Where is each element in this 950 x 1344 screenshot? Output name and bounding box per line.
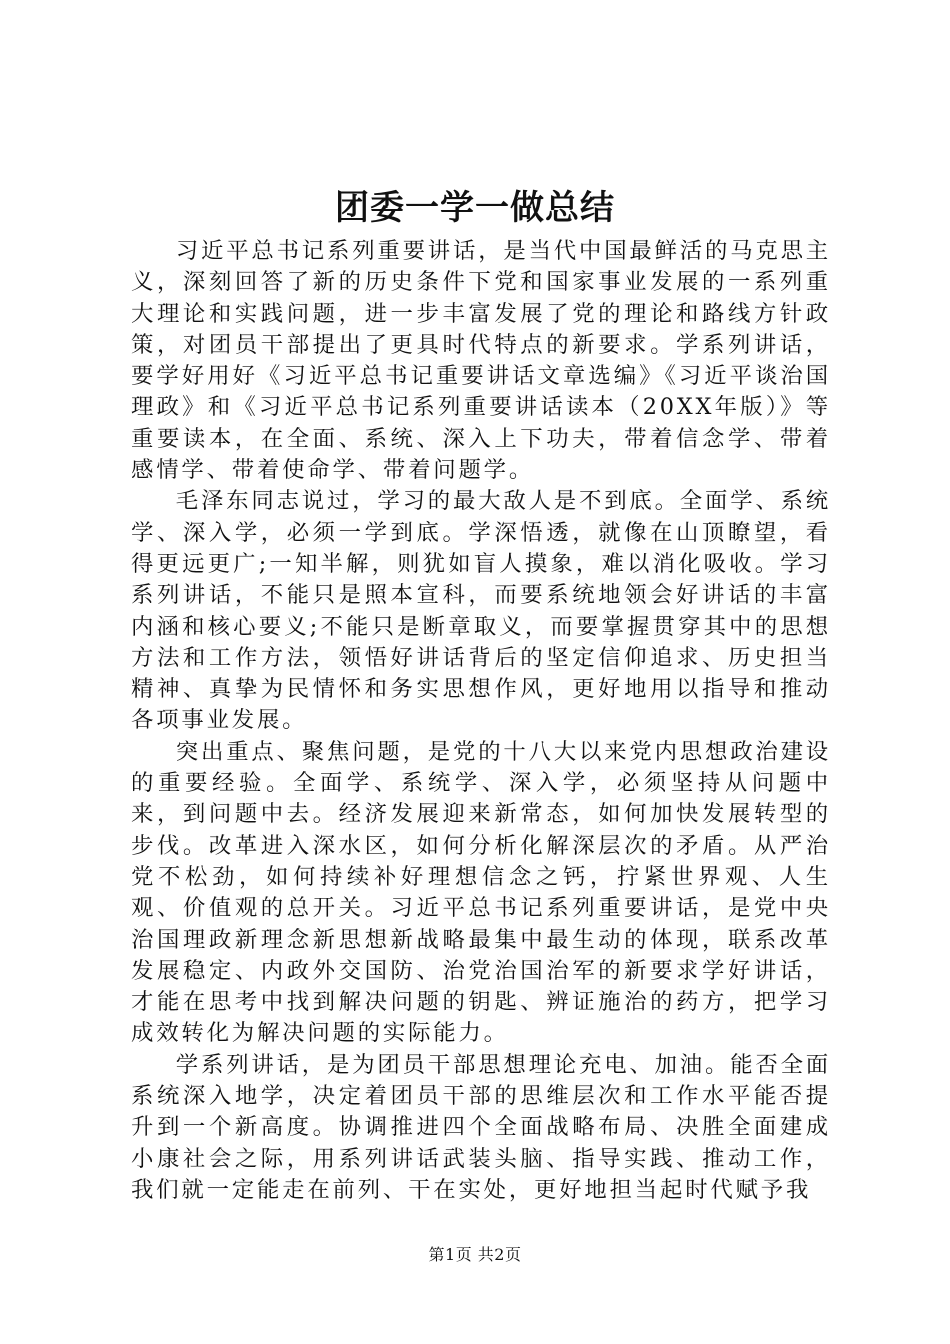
body-paragraph: 毛泽东同志说过，学习的最大敌人是不到底。全面学、系统学、深入学，必须一学到底。学深悟透，就像在山顶瞭望，看得更远更广;一知半解，则犹如盲人摸象，难以消化吸收。学习系列讲话，不能只是照本宣科，而要系统地领会好讲话的丰富内涵和核心要义;不能只是断章取义，而要掌握贯穿其中的思想方法和工作方法，领悟好讲话背后的坚定信仰追求、历史担当精神、真挚为民情怀和务实思想作风，更好地用以指导和推动各项事业发展。 [131,488,831,734]
page-number-footer: 第1页 共2页 [428,1245,522,1264]
document-title: 团委一学一做总结 [335,188,615,228]
body-paragraph: 习近平总书记系列重要讲话，是当代中国最鲜活的马克思主义，深刻回答了新的历史条件下党和国家事业发展的一系列重大理论和实践问题，进一步丰富发展了党的理论和路线方针政策，对团员干部提出了更具时代特点的新要求。学系列讲话，要学好用好《习近平总书记重要讲话文章选编》《习近平谈治国理政》和《习近平总书记系列重要讲话读本（20XX年版）》等重要读本，在全面、系统、深入上下功夫，带着信念学、带着感情学、带着使命学、带着问题学。 [131,238,831,484]
body-paragraph: 学系列讲话，是为团员干部思想理论充电、加油。能否全面系统深入地学，决定着团员干部的思维层次和工作水平能否提升到一个新高度。协调推进四个全面战略布局、决胜全面建成小康社会之际，用系列讲话武装头脑、指导实践、推动工作，我们就一定能走在前列、干在实处，更好地担当起时代赋予我 [131,1051,831,1203]
body-paragraph: 突出重点、聚焦问题，是党的十八大以来党内思想政治建设的重要经验。全面学、系统学、深入学，必须坚持从问题中来，到问题中去。经济发展迎来新常态，如何加快发展转型的步伐。改革进入深水区，如何分析化解深层次的矛盾。从严治党不松劲，如何持续补好理想信念之钙，拧紧世界观、人生观、价值观的总开关。习近平总书记系列重要讲话，是党中央治国理政新理念新思想新战略最集中最生动的体现，联系改革发展稳定、内政外交国防、治党治国治军的新要求学好讲话，才能在思考中找到解决问题的钥匙、辨证施治的药方，把学习成效转化为解决问题的实际能力。 [131,738,831,1047]
document-body [131,236,831,1206]
